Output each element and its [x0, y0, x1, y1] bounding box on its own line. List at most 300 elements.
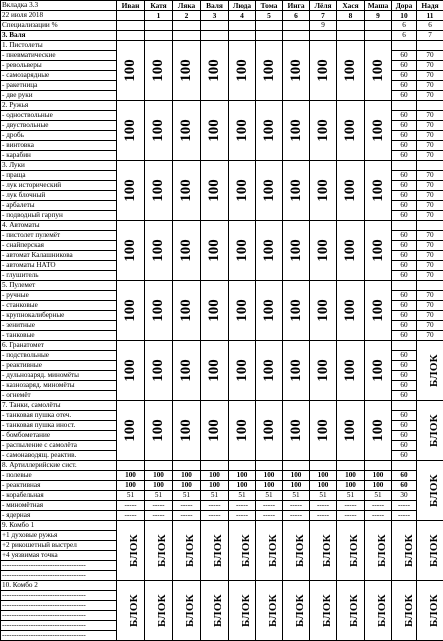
artillery-value: 100: [310, 471, 337, 481]
item-label: -----------------------------------: [1, 611, 117, 621]
value-100: 100: [289, 299, 304, 322]
item-label: -----------------------------------: [1, 561, 117, 571]
col11-value: 70: [417, 191, 443, 201]
artillery-value: 30: [392, 491, 417, 501]
value-100: 100: [151, 419, 166, 442]
col11-value: 70: [417, 251, 443, 261]
col10-value: 60: [392, 391, 417, 401]
block-value: [283, 401, 310, 461]
block-title-row: [1, 521, 443, 531]
value-100: 100: [316, 419, 331, 442]
blok-cell: [417, 581, 443, 641]
item-label: - двуствольные: [1, 121, 117, 131]
item-label: - глушитель: [1, 271, 117, 281]
blok-label: БЛОК: [429, 594, 440, 627]
block-title: 10. Комбо 2: [1, 581, 117, 591]
number-row: [1, 11, 443, 21]
empty-cell: [229, 31, 256, 41]
item-label: - дульнозаряд. миномёты: [1, 371, 117, 381]
block-value: [117, 101, 145, 161]
section-value: 7: [417, 31, 443, 41]
col10-value: 60: [392, 171, 417, 181]
block-value: [145, 41, 173, 101]
blok-label: БЛОК: [429, 474, 440, 507]
value-100: 100: [179, 239, 194, 262]
item-label: +1 духовые ружья: [1, 531, 117, 541]
value-100: 100: [179, 59, 194, 82]
col10-value: 60: [392, 371, 417, 381]
col11-value: 70: [417, 321, 443, 331]
empty-cell: [283, 461, 310, 471]
block-value: [201, 101, 229, 161]
value-100: 100: [207, 419, 222, 442]
artillery-value: -----: [145, 501, 173, 511]
block-value: [310, 281, 337, 341]
artillery-value: 100: [229, 471, 256, 481]
item-label: - праща: [1, 171, 117, 181]
person-number: 11: [417, 11, 443, 21]
value-100: 100: [151, 119, 166, 142]
artillery-value: -----: [365, 511, 392, 521]
blok-cell: [417, 341, 443, 401]
block-value: [283, 221, 310, 281]
block-title-row: [1, 581, 443, 591]
value-100: 100: [262, 179, 277, 202]
block-title-row: [1, 401, 443, 411]
col11-value: 70: [417, 131, 443, 141]
blok-label: БЛОК: [185, 594, 196, 627]
artillery-value: -----: [256, 511, 283, 521]
artillery-value: -----: [337, 511, 365, 521]
item-label: - крупнокалиберные: [1, 311, 117, 321]
blok-cell: [173, 521, 201, 581]
block-value: [145, 281, 173, 341]
col10-value: 60: [392, 91, 417, 101]
block-value: [365, 161, 392, 221]
value-100: 100: [123, 119, 138, 142]
col10-value: 60: [392, 421, 417, 431]
block-value: [337, 401, 365, 461]
col11-value: 70: [417, 261, 443, 271]
value-100: 100: [179, 179, 194, 202]
item-label: - казнозаряд. миномёты: [1, 381, 117, 391]
item-label: -----------------------------------: [1, 601, 117, 611]
artillery-value: -----: [365, 501, 392, 511]
block-value: [145, 221, 173, 281]
block-value: [365, 341, 392, 401]
artillery-value: 100: [256, 481, 283, 491]
empty-cell: [392, 41, 417, 51]
artillery-value: 100: [145, 471, 173, 481]
value-100: 100: [235, 299, 250, 322]
block-title: 4. Автоматы: [1, 221, 117, 231]
person-name: Дора: [392, 1, 417, 11]
blok-cell: [310, 521, 337, 581]
col11-value: 70: [417, 291, 443, 301]
person-name: Инга: [283, 1, 310, 11]
value-100: 100: [343, 239, 358, 262]
block-title-row: [1, 281, 443, 291]
spec-value: 6: [417, 21, 443, 31]
block-value: [173, 161, 201, 221]
spec-value: [201, 21, 229, 31]
artillery-value: 60: [392, 481, 417, 491]
col11-value: 70: [417, 171, 443, 181]
empty-cell: [117, 461, 145, 471]
col10-value: 60: [392, 51, 417, 61]
item-label: - зенитные: [1, 321, 117, 331]
col10-value: 60: [392, 251, 417, 261]
empty-cell: [229, 461, 256, 471]
item-label: - подводный гарпун: [1, 211, 117, 221]
col10-value: 60: [392, 261, 417, 271]
artillery-value: 51: [145, 491, 173, 501]
block-value: [201, 221, 229, 281]
artillery-value: 100: [117, 481, 145, 491]
person-number: 3: [201, 11, 229, 21]
col10-value: 60: [392, 191, 417, 201]
value-100: 100: [151, 239, 166, 262]
artillery-value: 100: [201, 471, 229, 481]
block-value: [310, 161, 337, 221]
block-value: [201, 401, 229, 461]
block-value: [201, 341, 229, 401]
value-100: 100: [343, 419, 358, 442]
block-value: [201, 161, 229, 221]
block-value: [283, 341, 310, 401]
block-value: [310, 221, 337, 281]
item-label: - реактивные: [1, 361, 117, 371]
artillery-value: 60: [392, 471, 417, 481]
item-label: - полевые: [1, 471, 117, 481]
person-number: 9: [365, 11, 392, 21]
value-100: 100: [343, 299, 358, 322]
item-label: -----------------------------------: [1, 571, 117, 581]
block-value: [256, 281, 283, 341]
block-title: 9. Комбо 1: [1, 521, 117, 531]
block-title: 3. Луки: [1, 161, 117, 171]
blok-label: БЛОК: [349, 534, 360, 567]
block-value: [117, 281, 145, 341]
blok-cell: [173, 581, 201, 641]
blok-cell: [365, 581, 392, 641]
empty-cell: [145, 461, 173, 471]
block-title-row: [1, 461, 443, 471]
value-100: 100: [235, 419, 250, 442]
spec-value: [283, 21, 310, 31]
col10-value: 60: [392, 121, 417, 131]
value-100: 100: [289, 179, 304, 202]
value-100: 100: [123, 419, 138, 442]
artillery-value: 51: [365, 491, 392, 501]
value-100: 100: [262, 299, 277, 322]
person-name: Лёля: [310, 1, 337, 11]
blok-label: БЛОК: [429, 534, 440, 567]
col10-value: 60: [392, 331, 417, 341]
col10-value: 60: [392, 141, 417, 151]
blok-cell: [417, 461, 443, 521]
block-value: [173, 101, 201, 161]
block-value: [365, 401, 392, 461]
artillery-value: -----: [201, 511, 229, 521]
spec-value: [117, 21, 145, 31]
artillery-value: 100: [283, 471, 310, 481]
artillery-value: 100: [310, 481, 337, 491]
item-label: +2 рикошетный выстрел: [1, 541, 117, 551]
col11-value: 70: [417, 51, 443, 61]
empty-cell: [173, 31, 201, 41]
block-value: [365, 41, 392, 101]
blok-cell: [337, 521, 365, 581]
person-number: 2: [173, 11, 201, 21]
block-value: [201, 41, 229, 101]
person-name: Ляка: [173, 1, 201, 11]
value-100: 100: [151, 299, 166, 322]
empty-cell: [310, 461, 337, 471]
item-label: - лук исторический: [1, 181, 117, 191]
value-100: 100: [371, 119, 386, 142]
artillery-value: 100: [201, 481, 229, 491]
blok-label: БЛОК: [129, 534, 140, 567]
artillery-value: 51: [229, 491, 256, 501]
blok-cell: [117, 581, 145, 641]
block-value: [117, 221, 145, 281]
col10-value: 60: [392, 241, 417, 251]
value-100: 100: [123, 239, 138, 262]
blok-label: БЛОК: [377, 534, 388, 567]
value-100: 100: [289, 359, 304, 382]
block-value: [173, 221, 201, 281]
item-label: - одноствольные: [1, 111, 117, 121]
artillery-value: -----: [201, 501, 229, 511]
section-value: 6: [392, 31, 417, 41]
item-label: - огнемёт: [1, 391, 117, 401]
value-100: 100: [262, 239, 277, 262]
block-value: [173, 401, 201, 461]
block-title-row: [1, 341, 443, 351]
person-name: Хася: [337, 1, 365, 11]
blok-label: БЛОК: [349, 594, 360, 627]
blok-label: БЛОК: [377, 594, 388, 627]
blok-cell: [392, 521, 417, 581]
value-100: 100: [316, 119, 331, 142]
empty-cell: [392, 101, 417, 111]
col10-value: 60: [392, 61, 417, 71]
person-number: 10: [392, 11, 417, 21]
value-100: 100: [151, 179, 166, 202]
artillery-value: 51: [201, 491, 229, 501]
empty-cell: [173, 461, 201, 471]
col11-value: 70: [417, 141, 443, 151]
block-value: [117, 401, 145, 461]
value-100: 100: [343, 359, 358, 382]
block-value: [229, 401, 256, 461]
block-value: [337, 281, 365, 341]
artillery-value: -----: [392, 501, 417, 511]
item-label: - пистолет пулемёт: [1, 231, 117, 241]
blok-cell: [145, 581, 173, 641]
block-value: [201, 281, 229, 341]
blok-label: БЛОК: [213, 594, 224, 627]
block-value: [173, 341, 201, 401]
person-name: Иван: [117, 1, 145, 11]
person-number: 1: [145, 11, 173, 21]
person-name: Катя: [145, 1, 173, 11]
value-100: 100: [371, 359, 386, 382]
artillery-value: -----: [173, 501, 201, 511]
spec-value: [229, 21, 256, 31]
value-100: 100: [316, 359, 331, 382]
value-100: 100: [316, 299, 331, 322]
block-value: [229, 41, 256, 101]
artillery-value: 100: [256, 471, 283, 481]
blok-cell: [145, 521, 173, 581]
item-label: - дробь: [1, 131, 117, 141]
value-100: 100: [207, 119, 222, 142]
item-label: - револьверы: [1, 61, 117, 71]
block-title: 5. Пулемет: [1, 281, 117, 291]
empty-cell: [337, 31, 365, 41]
blok-cell: [392, 581, 417, 641]
person-name: Люда: [229, 1, 256, 11]
block-value: [229, 101, 256, 161]
col10-value: 60: [392, 131, 417, 141]
item-label: - танковая пушка отеч.: [1, 411, 117, 421]
value-100: 100: [179, 299, 194, 322]
item-label: - пневматические: [1, 51, 117, 61]
empty-cell: [392, 161, 417, 171]
item-label: - автоматы НАТО: [1, 261, 117, 271]
blok-cell: [365, 521, 392, 581]
item-label: - самонаводящ. реактив.: [1, 451, 117, 461]
block-title: 1. Пистолеты: [1, 41, 117, 51]
value-100: 100: [262, 119, 277, 142]
value-100: 100: [123, 59, 138, 82]
col10-value: 60: [392, 361, 417, 371]
item-label: +4 уязвимая точка: [1, 551, 117, 561]
col11-value: 70: [417, 241, 443, 251]
blok-cell: [310, 581, 337, 641]
col10-value: 60: [392, 81, 417, 91]
block-value: [145, 341, 173, 401]
value-100: 100: [371, 239, 386, 262]
block-value: [365, 221, 392, 281]
spec-value: [173, 21, 201, 31]
block-value: [229, 281, 256, 341]
artillery-value: -----: [145, 511, 173, 521]
empty-cell: [310, 31, 337, 41]
item-label: -----------------------------------: [1, 591, 117, 601]
item-label: - снайперская: [1, 241, 117, 251]
value-100: 100: [207, 299, 222, 322]
artillery-row: [1, 481, 443, 491]
value-100: 100: [316, 239, 331, 262]
item-label: -----------------------------------: [1, 631, 117, 641]
artillery-value: 51: [256, 491, 283, 501]
value-100: 100: [235, 359, 250, 382]
col11-value: 70: [417, 271, 443, 281]
item-label: - ручные: [1, 291, 117, 301]
tab-label: Вкладка 3.3: [1, 1, 117, 11]
block-value: [117, 161, 145, 221]
col11-value: 70: [417, 81, 443, 91]
blok-cell: [417, 401, 443, 461]
value-100: 100: [371, 179, 386, 202]
person-number: 8: [337, 11, 365, 21]
artillery-row: [1, 491, 443, 501]
person-name: Надя: [417, 1, 443, 11]
block-value: [256, 221, 283, 281]
value-100: 100: [316, 179, 331, 202]
block-value: [229, 161, 256, 221]
value-100: 100: [289, 419, 304, 442]
block-value: [283, 281, 310, 341]
col10-value: 60: [392, 291, 417, 301]
col11-value: 70: [417, 71, 443, 81]
col10-value: 60: [392, 71, 417, 81]
col11-value: 70: [417, 301, 443, 311]
blok-label: БЛОК: [268, 534, 279, 567]
item-label: - две руки: [1, 91, 117, 101]
artillery-value: -----: [392, 511, 417, 521]
col10-value: 60: [392, 431, 417, 441]
value-100: 100: [235, 239, 250, 262]
block-value: [145, 161, 173, 221]
artillery-value: 51: [283, 491, 310, 501]
blok-cell: [229, 521, 256, 581]
block-value: [256, 101, 283, 161]
item-label: - ракетница: [1, 81, 117, 91]
blok-cell: [256, 521, 283, 581]
artillery-row: [1, 501, 443, 511]
spec-value: [145, 21, 173, 31]
block-value: [337, 101, 365, 161]
empty-cell: [392, 401, 417, 411]
artillery-value: -----: [229, 501, 256, 511]
col11-value: 70: [417, 151, 443, 161]
person-number: 4: [229, 11, 256, 21]
value-100: 100: [289, 119, 304, 142]
artillery-value: 100: [283, 481, 310, 491]
empty-cell: [417, 101, 443, 111]
col10-value: 60: [392, 211, 417, 221]
col10-value: 60: [392, 321, 417, 331]
artillery-value: -----: [256, 501, 283, 511]
blok-label: БЛОК: [295, 594, 306, 627]
block-value: [337, 341, 365, 401]
col10-value: 60: [392, 181, 417, 191]
empty-cell: [417, 161, 443, 171]
blok-cell: [201, 581, 229, 641]
empty-cell: [392, 221, 417, 231]
artillery-value: 100: [229, 481, 256, 491]
block-title: 7. Танки, самолёты: [1, 401, 117, 411]
block-title: 2. Ружья: [1, 101, 117, 111]
value-100: 100: [207, 359, 222, 382]
value-100: 100: [123, 179, 138, 202]
blok-cell: [201, 521, 229, 581]
value-100: 100: [343, 59, 358, 82]
spec-row: [1, 21, 443, 31]
block-value: [310, 341, 337, 401]
value-100: 100: [343, 119, 358, 142]
col11-value: 70: [417, 311, 443, 321]
block-value: [256, 401, 283, 461]
col10-value: 60: [392, 111, 417, 121]
block-value: [117, 341, 145, 401]
artillery-value: -----: [310, 501, 337, 511]
col10-value: 60: [392, 301, 417, 311]
